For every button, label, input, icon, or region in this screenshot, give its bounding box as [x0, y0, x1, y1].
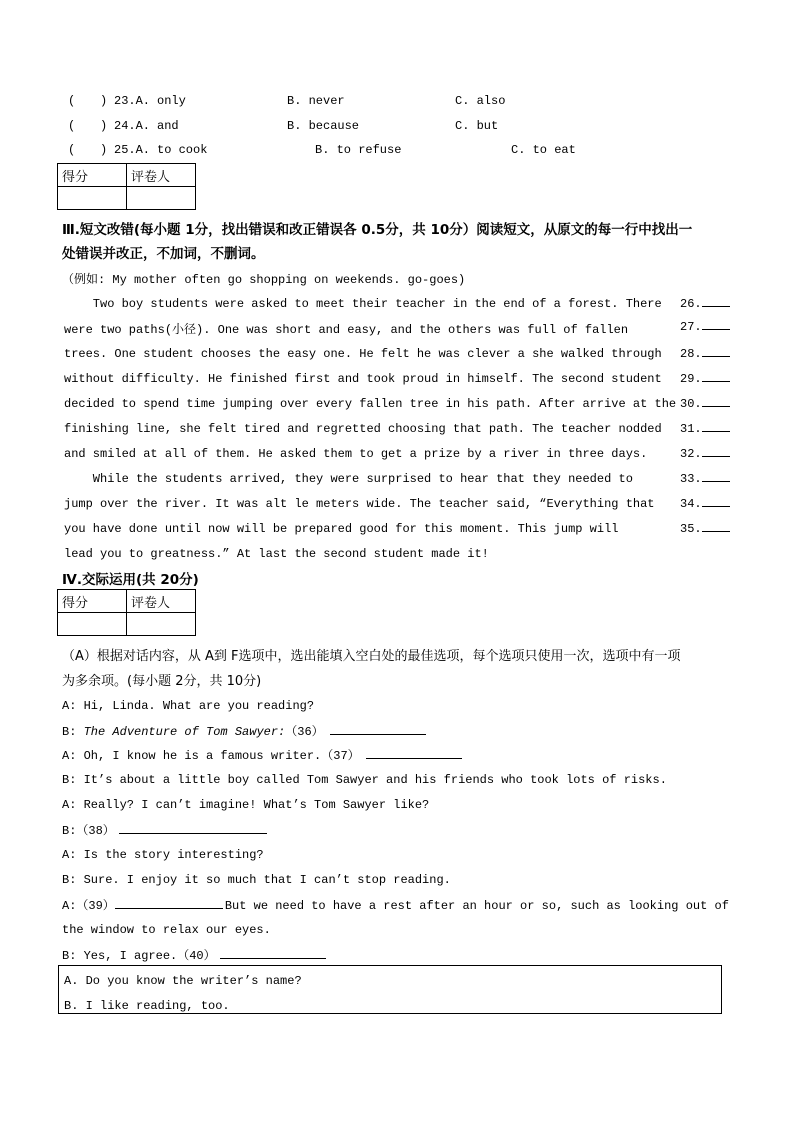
answer-blank-37[interactable] [366, 758, 462, 759]
passage-line: While the students arrived, they were surprised to hear that they needed to [64, 472, 633, 486]
options-box [58, 965, 722, 1014]
section3-example: （例如: My mother often go shopping on weekends. go-goes) [62, 273, 466, 287]
section3-title-line1: Ⅲ.短文改错(每小题 1分，找出错误和改正错误各 0.5分，共 10分）阅读短文，从原文的每一行中找出一 [62, 222, 693, 238]
section4-title: Ⅳ.交际运用(共 20分) [62, 572, 199, 588]
option-b: B. never [287, 94, 345, 108]
dialogue-line: A: Really? I can’t imagine! What’s Tom Sawyer like? [62, 798, 430, 812]
option-c: C. also [455, 94, 506, 108]
dialogue-line: B:（38） [62, 821, 267, 838]
correction-blank-30[interactable]: 30. [680, 397, 730, 411]
correction-blank-34[interactable]: 34. [680, 497, 730, 511]
passage-line: without difficulty. He finished first and took proud in himself. The second student [64, 372, 662, 386]
question-number: 23.A. [114, 94, 151, 108]
answer-blank-39[interactable] [115, 908, 223, 909]
section3-title-line2: 处错误并改正，不加词，不删词。 [62, 246, 265, 262]
correction-blank-27[interactable]: 27. [680, 320, 730, 334]
option-b: B. to refuse [315, 143, 402, 157]
correction-blank-33[interactable]: 33. [680, 472, 730, 486]
option-a: only [157, 94, 186, 108]
dialogue-line: A:（39） But we need to have a rest after an hour or so, such as looking out of [62, 899, 729, 913]
correction-blank-31[interactable]: 31. [680, 422, 730, 436]
score-table [57, 589, 196, 636]
dialogue-line: A: Is the story interesting? [62, 848, 264, 862]
answer-paren-close: ) [100, 143, 108, 157]
section4-instructions-line2: 为多余项。(每小题 2分，共 10分) [62, 674, 262, 689]
grader-label: 评卷人 [127, 164, 196, 187]
section4-instructions-line1: （A）根据对话内容，从 A到 F选项中，选出能填入空白处的最佳选项，每个选项只使用一次，选项中有一项 [62, 649, 681, 664]
dialogue-line: the window to relax our eyes. [62, 923, 271, 937]
grader-cell[interactable] [127, 187, 196, 210]
dialogue-line: A: Oh, I know he is a famous writer.（37） [62, 746, 462, 763]
score-table [57, 163, 196, 210]
dialogue-line: B: Sure. I enjoy it so much that I can’t stop reading. [62, 873, 451, 887]
question-number: 25.A. [114, 143, 151, 157]
correction-blank-29[interactable]: 29. [680, 372, 730, 386]
answer-blank-36[interactable] [330, 734, 426, 735]
passage-line: jump over the river. It was alt le meters wide. The teacher said, “Everything that [64, 497, 655, 511]
grader-cell[interactable] [127, 613, 196, 636]
score-label: 得分 [58, 164, 127, 187]
dialogue-line: B: Yes, I agree.（40） [62, 946, 326, 963]
book-title: The Adventure of Tom Sawyer: [83, 725, 286, 739]
answer-paren-open: ( [68, 143, 76, 157]
question-number: 24.A. [114, 119, 151, 133]
option-b: B. because [287, 119, 360, 133]
passage-line: you have done until now will be prepared good for this moment. This jump will [64, 522, 619, 536]
correction-blank-32[interactable]: 32. [680, 447, 730, 461]
answer-paren-open: ( [68, 94, 76, 108]
correction-blank-28[interactable]: 28. [680, 347, 730, 361]
option-line: B. I like reading, too. [64, 999, 230, 1013]
correction-blank-35[interactable]: 35. [680, 522, 730, 536]
option-c: C. but [455, 119, 499, 133]
answer-blank-38[interactable] [119, 833, 267, 834]
score-cell[interactable] [58, 187, 127, 210]
option-a: to cook [157, 143, 208, 157]
passage-line: were two paths(小径). One was short and easy, and the others was full of fallen [64, 323, 629, 337]
dialogue-line: B: The Adventure of Tom Sawyer:（36） [62, 722, 426, 739]
passage-line: and smiled at all of them. He asked them to get a prize by a river in three days. [64, 447, 648, 461]
option-line: A. Do you know the writer’s name? [64, 974, 302, 988]
dialogue-line: B: It’s about a little boy called Tom Sawyer and his friends who took lots of risks. [62, 773, 667, 787]
score-cell[interactable] [58, 613, 127, 636]
score-label: 得分 [58, 590, 127, 613]
passage-line: finishing line, she felt tired and regretted choosing that path. The teacher nodded [64, 422, 662, 436]
option-a: and [157, 119, 179, 133]
dialogue-line: A: Hi, Linda. What are you reading? [62, 699, 315, 713]
option-c: C. to eat [511, 143, 576, 157]
answer-paren-close: ) [100, 94, 108, 108]
correction-blank-26[interactable]: 26. [680, 297, 730, 311]
passage-line: trees. One student chooses the easy one. He felt he was clever a she walked through [64, 347, 662, 361]
passage-line: Two boy students were asked to meet their teacher in the end of a forest. There [64, 297, 662, 311]
answer-paren-close: ) [100, 119, 108, 133]
passage-line: lead you to greatness.” At last the second student made it! [64, 547, 489, 561]
passage-line: decided to spend time jumping over every fallen tree in his path. After arrive at the [64, 397, 677, 411]
answer-blank-40[interactable] [220, 958, 326, 959]
answer-paren-open: ( [68, 119, 76, 133]
grader-label: 评卷人 [127, 590, 196, 613]
